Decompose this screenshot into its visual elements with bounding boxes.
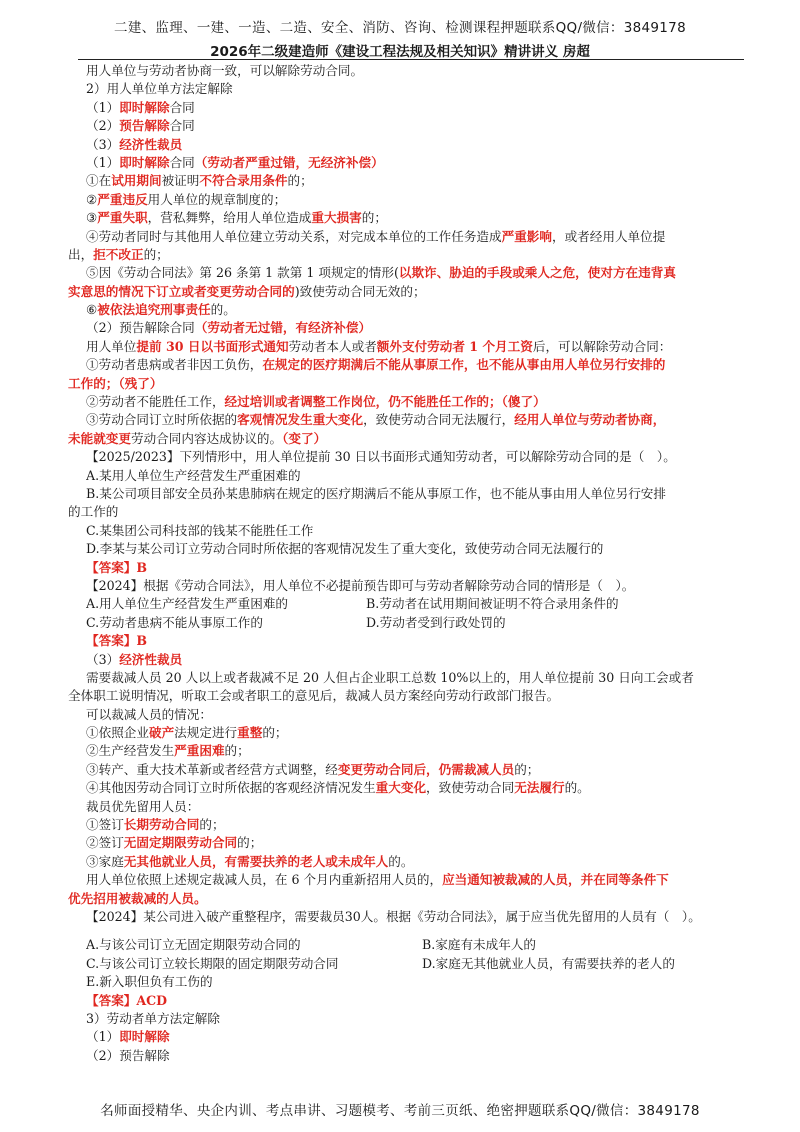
- list-item: ②生产经营发生严重困难的；: [86, 743, 250, 759]
- list-item-continued: 未能就变更劳动合同内容达成协议的。（变了）: [68, 430, 327, 446]
- paragraph: 需要裁减人员 20 人以上或者裁减不足 20 人但占企业职工总数 10%以上的，用人单位提前 30 日向工会或者: [86, 669, 694, 685]
- question-stem: 【2024】某公司进入破产重整程序，需要裁员30人。根据《劳动合同法》，属于应当优先留用的人员有（ ）。: [86, 908, 701, 924]
- list-item-continued: 实意思的情况下订立或者变更劳动合同的)致使劳动合同无效的；: [68, 283, 426, 299]
- list-item: （1）即时解除: [86, 1029, 170, 1045]
- list-item: ①在试用期间被证明不符合录用条件的；: [86, 173, 313, 189]
- list-item: ②签订无固定期限劳动合同的；: [86, 835, 263, 851]
- list-item: ③家庭无其他就业人员，有需要扶养的老人或未成年人的。: [86, 853, 414, 869]
- subsection-heading: （3）经济性裁员: [86, 651, 183, 667]
- list-item: ⑤因《劳动合同法》第 26 条第 1 款第 1 项规定的情形(以欺诈、胁迫的手段或乘人之危，使对方在违背真: [86, 265, 676, 281]
- question-option: D.李某与某公司订立劳动合同时所依据的客观情况发生了重大变化，致使劳动合同无法履行的: [86, 541, 604, 557]
- paragraph: 裁员优先留用人员：: [86, 798, 200, 814]
- list-item: （2）预告解除: [86, 1047, 170, 1063]
- question-stem: 【2024】根据《劳动合同法》，用人单位不必提前预告即可与劳动者解除劳动合同的情形是（ ）。: [86, 577, 635, 593]
- question-option: B.某公司项目部安全员孙某患肺病在规定的医疗期满后不能从事原工作，也不能从事由用人单位另行安排: [86, 485, 666, 501]
- question-option: E.新入职但负有工伤的: [86, 974, 213, 990]
- answer: 【答案】B: [86, 559, 148, 575]
- question-option: C.某集团公司科技部的钱某不能胜任工作: [86, 522, 314, 538]
- document-body: [68, 62, 742, 1065]
- spacer: [86, 926, 742, 936]
- list-item: ①劳动者患病或者非因工负伤，在规定的医疗期满后不能从事原工作，也不能从事由用人单位另行安排的: [86, 357, 666, 373]
- paragraph: 用人单位与劳动者协商一致，可以解除劳动合同。: [86, 63, 364, 78]
- list-item: ②劳动者不能胜任工作，经过培训或者调整工作岗位，仍不能胜任工作的；（傻了）: [86, 394, 546, 410]
- list-item-continued: 工作的；（残了）: [68, 375, 163, 391]
- section-heading: 2）用人单位单方法定解除: [86, 81, 233, 97]
- list-item-continued: 出，拒不改正的；: [68, 246, 169, 262]
- question-options-row: A.与该公司订立无固定期限劳动合同的 B.家庭有未成年人的: [86, 937, 537, 953]
- list-item: ②严重违反用人单位的规章制度的；: [86, 191, 287, 207]
- header-title: 2026年二级建造师《建设工程法规及相关知识》精讲讲义 房超: [210, 44, 590, 60]
- list-item: ④劳动者同时与其他用人单位建立劳动关系，对完成本单位的工作任务造成严重影响，或者经用人单位提: [86, 228, 666, 244]
- list-item: ③转产、重大技术革新或者经营方式调整，经变更劳动合同后，仍需裁减人员的；: [86, 761, 540, 777]
- list-item: ③严重失职，营私舞弊，给用人单位造成重大损害的；: [86, 210, 387, 226]
- question-stem: 【2025/2023】下列情形中，用人单位提前 30 日以书面形式通知劳动者，可以解除劳动合同的是（ ）。: [86, 449, 676, 465]
- list-item: ④其他因劳动合同订立时所依据的客观经济情况发生重大变化，致使劳动合同无法履行的。: [86, 780, 590, 796]
- footer-contact-line: 名师面授精华、央企内训、考点串讲、习题模考、考前三页纸、绝密押题联系QQ/微信：3849178: [100, 1103, 700, 1119]
- header-divider: [78, 59, 744, 60]
- question-option: A.某用人单位生产经营发生严重困难的: [86, 467, 301, 483]
- list-item: （2）预告解除合同: [86, 118, 195, 134]
- list-item: ①签订长期劳动合同的；: [86, 817, 225, 833]
- question-options-row: A.用人单位生产经营发生严重困难的 B.劳动者在试用期间被证明不符合录用条件的: [86, 596, 619, 612]
- list-item: ③劳动合同订立时所依据的客观情况发生重大变化，致使劳动合同无法履行，经用人单位与劳动者协商，: [86, 412, 666, 428]
- subsection-heading: （2）预告解除合同（劳动者无过错，有经济补偿）: [86, 320, 372, 336]
- list-item: ⑥被依法追究刑事责任的。: [86, 302, 236, 318]
- header-contact-line: 二建、监理、一建、一造、二造、安全、消防、咨询、检测课程押题联系QQ/微信：3849178: [114, 20, 686, 36]
- list-item: （1）即时解除合同: [86, 99, 195, 115]
- section-heading: 3）劳动者单方法定解除: [86, 1010, 220, 1026]
- question-options-row: C.与该公司订立较长期限的固定期限劳动合同 D.家庭无其他就业人员，有需要扶养的老人的: [86, 955, 675, 971]
- paragraph-continued: 优先招用被裁减的人员。: [68, 890, 207, 906]
- list-item: （3）经济性裁员: [86, 136, 183, 152]
- question-option-continued: 的工作的: [68, 504, 119, 520]
- list-item: ①依照企业破产法规定进行重整的；: [86, 725, 288, 741]
- paragraph: 用人单位依照上述规定裁减人员，在 6 个月内重新招用人员的，应当通知被裁减的人员，并在同等条件下: [86, 872, 669, 888]
- question-options-row: C.劳动者患病不能从事原工作的 D.劳动者受到行政处罚的: [86, 614, 506, 630]
- paragraph: 用人单位提前 30 日以书面形式通知劳动者本人或者额外支付劳动者 1 个月工资后，可以解除劳动合同：: [86, 338, 672, 354]
- subsection-heading: （1）即时解除合同（劳动者严重过错，无经济补偿）: [86, 154, 384, 170]
- paragraph-continued: 全体职工说明情况，听取工会或者职工的意见后，裁减人员方案经向劳动行政部门报告。: [68, 688, 560, 704]
- answer: 【答案】B: [86, 633, 148, 649]
- answer: 【答案】ACD: [86, 992, 168, 1008]
- paragraph: 可以裁减人员的情况：: [86, 706, 212, 722]
